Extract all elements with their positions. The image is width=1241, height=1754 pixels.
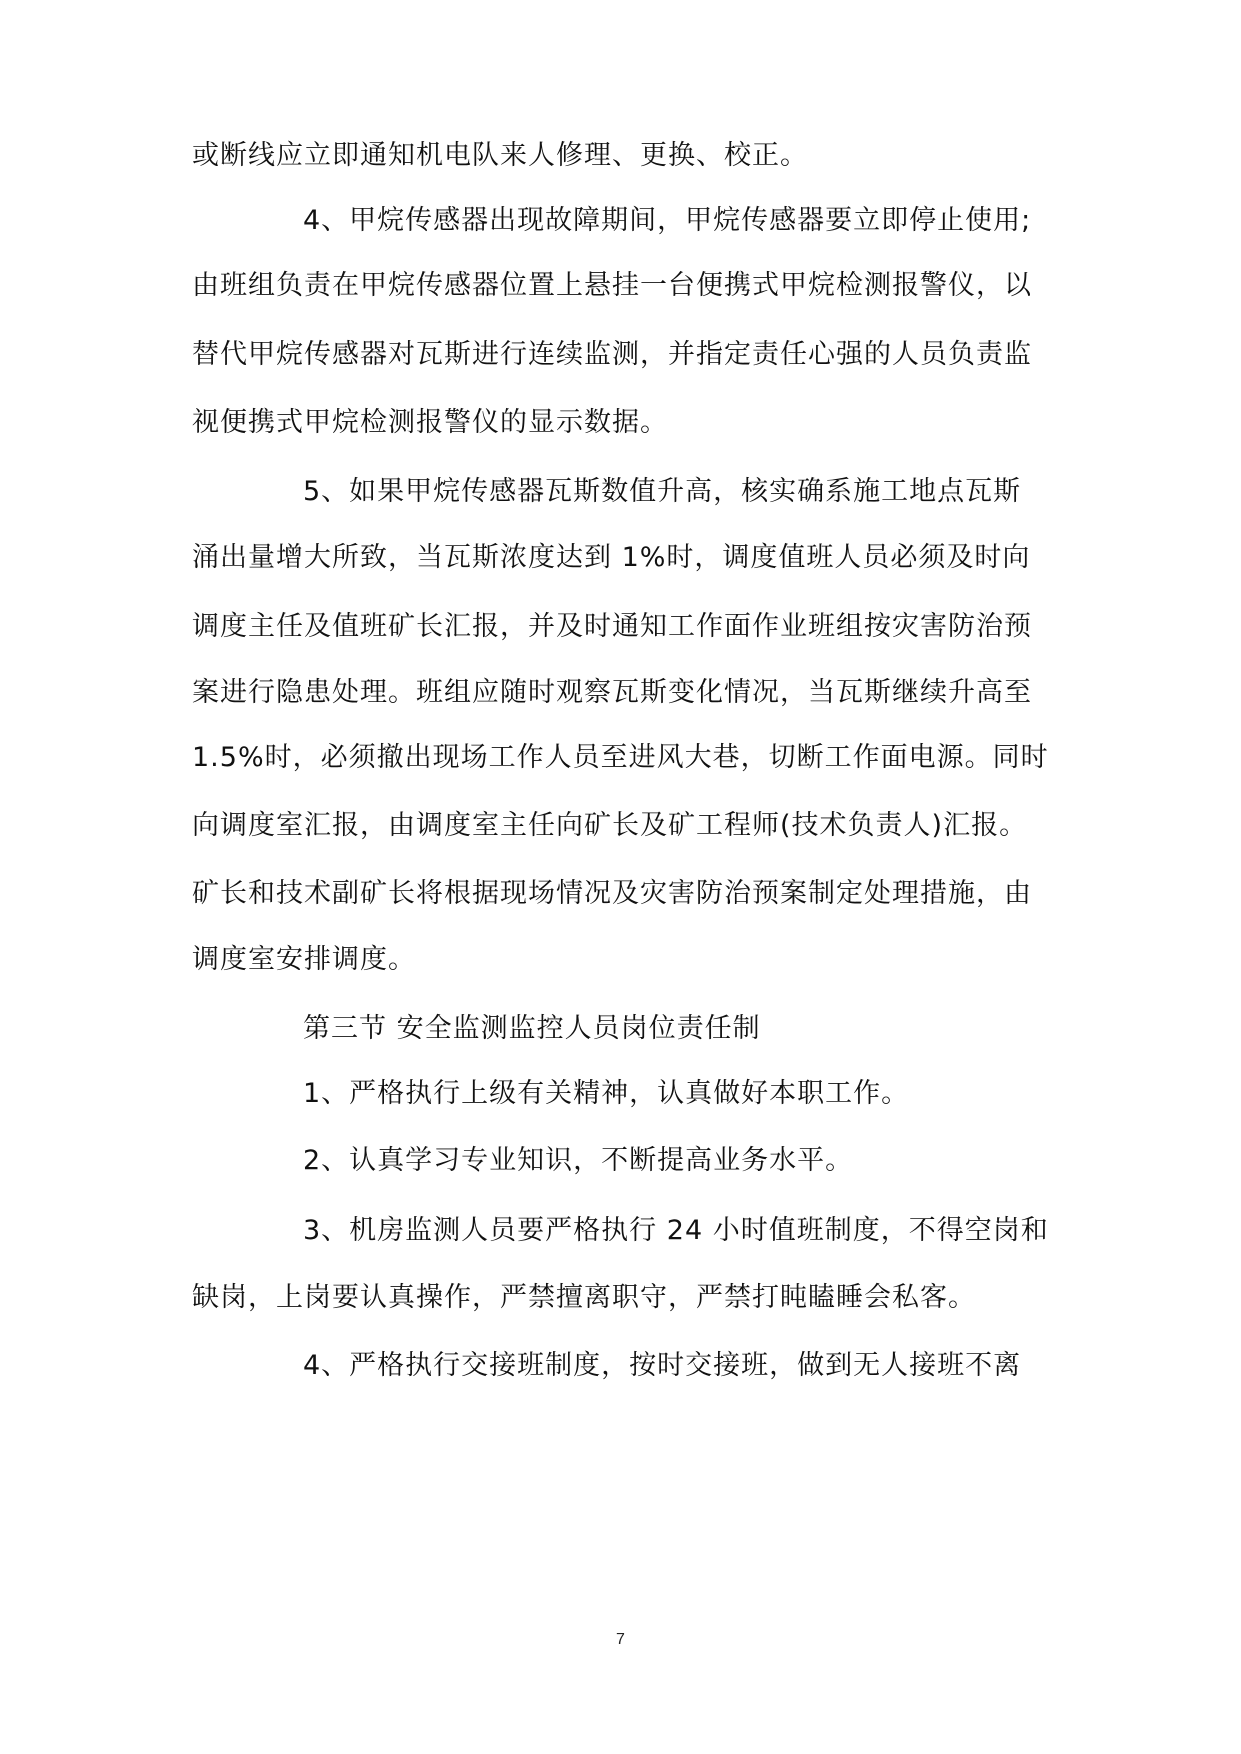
- paragraph-line: 2、认真学习专业知识，不断提高业务水平。: [303, 1145, 854, 1176]
- paragraph-line: 矿长和技术副矿长将根据现场情况及灾害防治预案制定处理措施，由: [192, 878, 1032, 909]
- section-heading: 第三节 安全监测监控人员岗位责任制: [303, 1013, 761, 1044]
- paragraph-line: 缺岗，上岗要认真操作，严禁擅离职守，严禁打盹瞌睡会私客。: [192, 1282, 976, 1313]
- paragraph-line: 4、甲烷传感器出现故障期间，甲烷传感器要立即停止使用;: [303, 205, 1032, 236]
- page-number: 7: [616, 1631, 625, 1648]
- paragraph-line: 3、机房监测人员要严格执行 24 小时值班制度，不得空岗和: [303, 1215, 1049, 1246]
- paragraph-line: 由班组负责在甲烷传感器位置上悬挂一台便携式甲烷检测报警仪，以: [192, 270, 1032, 301]
- paragraph-line: 向调度室汇报，由调度室主任向矿长及矿工程师(技术负责人)汇报。: [192, 810, 1028, 841]
- paragraph-line: 调度室安排调度。: [192, 944, 416, 975]
- paragraph-line: 涌出量增大所致，当瓦斯浓度达到 1%时，调度值班人员必须及时向: [192, 542, 1031, 573]
- paragraph-line: 1.5%时，必须撤出现场工作人员至进风大巷，切断工作面电源。同时: [192, 742, 1049, 773]
- paragraph-line: 5、如果甲烷传感器瓦斯数值升高，核实确系施工地点瓦斯: [303, 476, 1022, 507]
- paragraph-line: 1、严格执行上级有关精神，认真做好本职工作。: [303, 1078, 910, 1109]
- paragraph-line: 替代甲烷传感器对瓦斯进行连续监测，并指定责任心强的人员负责监: [192, 339, 1032, 370]
- paragraph-line: 4、严格执行交接班制度，按时交接班，做到无人接班不离: [303, 1350, 1022, 1381]
- paragraph-line: 视便携式甲烷检测报警仪的显示数据。: [192, 407, 668, 438]
- paragraph-line: 案进行隐患处理。班组应随时观察瓦斯变化情况，当瓦斯继续升高至: [192, 677, 1032, 708]
- paragraph-line: 或断线应立即通知机电队来人修理、更换、校正。: [192, 140, 808, 171]
- paragraph-line: 调度主任及值班矿长汇报，并及时通知工作面作业班组按灾害防治预: [192, 611, 1032, 642]
